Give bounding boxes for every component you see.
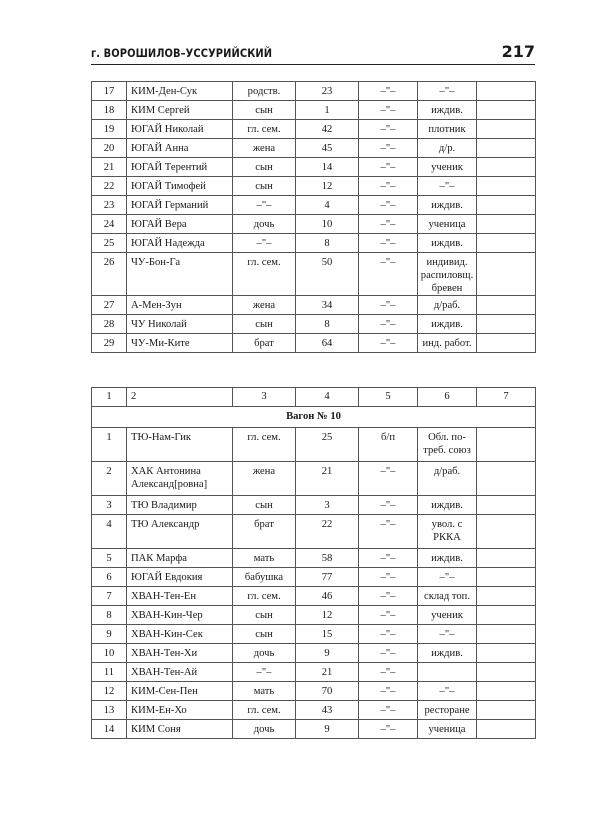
cell-occupation: ученица [418,215,477,234]
cell-note [477,625,536,644]
cell-party: –"– [359,158,418,177]
table-row [92,625,536,644]
table-row [92,296,536,315]
cell-person-name: ЮГАЙ Тимофей [127,177,233,196]
cell-party: –"– [359,120,418,139]
column-number: 3 [233,388,296,407]
section-row [92,407,536,428]
cell-age: 3 [296,496,359,515]
cell-person-name: ЮГАЙ Вера [127,215,233,234]
cell-occupation: иждив. [418,234,477,253]
cell-row-number: 3 [92,496,127,515]
cell-occupation: д/р. [418,139,477,158]
cell-relation: –"– [233,663,296,682]
cell-row-number: 26 [92,253,127,296]
cell-party: –"– [359,549,418,568]
table-row [92,139,536,158]
cell-age: 50 [296,253,359,296]
cell-relation: мать [233,682,296,701]
cell-party: –"– [359,177,418,196]
cell-relation: сын [233,606,296,625]
cell-row-number: 20 [92,139,127,158]
table-row [92,234,536,253]
cell-party: –"– [359,644,418,663]
cell-note [477,120,536,139]
cell-row-number: 5 [92,549,127,568]
cell-relation: –"– [233,196,296,215]
table-row [92,334,536,353]
cell-age: 1 [296,101,359,120]
cell-party: –"– [359,215,418,234]
cell-person-name: КИМ-Ен-Хо [127,701,233,720]
cell-note [477,568,536,587]
cell-occupation: иждив. [418,644,477,663]
table-row [92,496,536,515]
cell-party: –"– [359,587,418,606]
cell-person-name: ЧУ-Бон-Га [127,253,233,296]
cell-person-name: ХВАН-Тен-Ен [127,587,233,606]
column-number: 4 [296,388,359,407]
table-wagon-10 [91,387,536,739]
cell-row-number: 28 [92,315,127,334]
table-row [92,515,536,549]
cell-age: 8 [296,315,359,334]
cell-relation: сын [233,315,296,334]
cell-party: –"– [359,682,418,701]
cell-party: –"– [359,234,418,253]
table-row [92,568,536,587]
cell-party: –"– [359,625,418,644]
cell-relation: гл. сем. [233,120,296,139]
cell-age: 9 [296,644,359,663]
cell-party: –"– [359,701,418,720]
cell-age: 21 [296,462,359,496]
cell-note [477,720,536,739]
cell-party: –"– [359,315,418,334]
cell-person-name: А-Мен-Зун [127,296,233,315]
cell-person-name: ХВАН-Тен-Хи [127,644,233,663]
table-row [92,315,536,334]
cell-age: 12 [296,606,359,625]
cell-note [477,428,536,462]
cell-row-number: 10 [92,644,127,663]
cell-age: 45 [296,139,359,158]
cell-row-number: 22 [92,177,127,196]
cell-age: 8 [296,234,359,253]
cell-note [477,139,536,158]
cell-row-number: 17 [92,82,127,101]
cell-party: б/п [359,428,418,462]
page-number: 217 [501,42,535,61]
cell-relation: гл. сем. [233,587,296,606]
cell-relation: жена [233,139,296,158]
cell-row-number: 13 [92,701,127,720]
cell-row-number: 9 [92,625,127,644]
cell-age: 21 [296,663,359,682]
table-row [92,462,536,496]
cell-age: 77 [296,568,359,587]
cell-note [477,462,536,496]
table-continued-body [92,82,536,353]
cell-row-number: 4 [92,515,127,549]
cell-relation: бабушка [233,568,296,587]
table-row [92,158,536,177]
cell-person-name: КИМ-Ден-Сук [127,82,233,101]
cell-party: –"– [359,82,418,101]
cell-note [477,101,536,120]
cell-note [477,587,536,606]
cell-row-number: 12 [92,682,127,701]
table-row [92,720,536,739]
cell-occupation: иждив. [418,196,477,215]
cell-person-name: ЧУ-Ми-Ките [127,334,233,353]
cell-row-number: 11 [92,663,127,682]
cell-relation: дочь [233,720,296,739]
column-number: 7 [477,388,536,407]
cell-note [477,663,536,682]
table-row [92,215,536,234]
cell-row-number: 19 [92,120,127,139]
cell-row-number: 14 [92,720,127,739]
cell-occupation: –"– [418,568,477,587]
cell-occupation: иждив. [418,101,477,120]
cell-relation: жена [233,462,296,496]
cell-party: –"– [359,196,418,215]
cell-party: –"– [359,101,418,120]
cell-person-name: ХВАН-Кин-Чер [127,606,233,625]
cell-person-name: ЧУ Николай [127,315,233,334]
cell-occupation: –"– [418,82,477,101]
cell-age: 10 [296,215,359,234]
cell-person-name: ЮГАЙ Германий [127,196,233,215]
cell-occupation: иждив. [418,496,477,515]
cell-person-name: ЮГАЙ Евдокия [127,568,233,587]
cell-person-name: ТЮ Александр [127,515,233,549]
column-number: 6 [418,388,477,407]
cell-age: 64 [296,334,359,353]
cell-note [477,682,536,701]
table-row [92,606,536,625]
cell-note [477,701,536,720]
cell-note [477,215,536,234]
cell-relation: гл. сем. [233,253,296,296]
cell-row-number: 23 [92,196,127,215]
cell-relation: мать [233,549,296,568]
table-row [92,177,536,196]
cell-relation: родств. [233,82,296,101]
cell-occupation: увол. с РККА [418,515,477,549]
cell-relation: сын [233,101,296,120]
cell-row-number: 2 [92,462,127,496]
cell-age: 9 [296,720,359,739]
cell-age: 14 [296,158,359,177]
cell-occupation: склад топ. [418,587,477,606]
cell-party: –"– [359,515,418,549]
cell-occupation: индивид. распиловщ. бревен [418,253,477,296]
cell-relation: сын [233,496,296,515]
cell-note [477,253,536,296]
cell-person-name: ТЮ Владимир [127,496,233,515]
cell-party: –"– [359,334,418,353]
cell-row-number: 21 [92,158,127,177]
cell-age: 25 [296,428,359,462]
cell-age: 46 [296,587,359,606]
cell-note [477,196,536,215]
cell-party: –"– [359,296,418,315]
cell-occupation: –"– [418,625,477,644]
cell-relation: –"– [233,234,296,253]
cell-age: 12 [296,177,359,196]
cell-occupation: –"– [418,682,477,701]
cell-note [477,549,536,568]
cell-party: –"– [359,720,418,739]
cell-note [477,315,536,334]
cell-relation: гл. сем. [233,428,296,462]
cell-person-name: КИМ-Сен-Пен [127,682,233,701]
cell-note [477,515,536,549]
cell-age: 70 [296,682,359,701]
cell-occupation: иждив. [418,315,477,334]
cell-occupation: ресторане [418,701,477,720]
cell-age: 23 [296,82,359,101]
cell-age: 4 [296,196,359,215]
cell-relation: брат [233,334,296,353]
table-row [92,428,536,462]
cell-row-number: 29 [92,334,127,353]
column-number: 1 [92,388,127,407]
cell-relation: брат [233,515,296,549]
table-row [92,101,536,120]
table-row [92,120,536,139]
running-header-title: г. ВОРОШИЛОВ–УССУРИЙСКИЙ [91,46,273,60]
column-number: 5 [359,388,418,407]
cell-row-number: 1 [92,428,127,462]
cell-person-name: ПАК Марфа [127,549,233,568]
cell-person-name: КИМ Соня [127,720,233,739]
cell-occupation: иждив. [418,549,477,568]
cell-occupation: ученица [418,720,477,739]
cell-party: –"– [359,663,418,682]
cell-relation: дочь [233,215,296,234]
table-row [92,253,536,296]
cell-row-number: 7 [92,587,127,606]
cell-party: –"– [359,462,418,496]
cell-occupation: ученик [418,606,477,625]
cell-relation: сын [233,158,296,177]
cell-note [477,644,536,663]
cell-relation: гл. сем. [233,701,296,720]
table-row [92,549,536,568]
table-continued [91,81,536,353]
cell-occupation: –"– [418,177,477,196]
cell-relation: жена [233,296,296,315]
cell-occupation: плотник [418,120,477,139]
cell-row-number: 18 [92,101,127,120]
cell-age: 15 [296,625,359,644]
cell-row-number: 8 [92,606,127,625]
cell-person-name: ХВАН-Кин-Сек [127,625,233,644]
wagon-label: Вагон № 10 [92,407,536,428]
header-rule [91,64,535,65]
cell-note [477,177,536,196]
cell-row-number: 27 [92,296,127,315]
cell-person-name: ХВАН-Тен-Ай [127,663,233,682]
cell-occupation: д/раб. [418,296,477,315]
cell-age: 22 [296,515,359,549]
cell-note [477,496,536,515]
cell-age: 58 [296,549,359,568]
cell-party: –"– [359,139,418,158]
cell-person-name: ТЮ-Нам-Гик [127,428,233,462]
cell-person-name: ЮГАЙ Анна [127,139,233,158]
table-row [92,196,536,215]
cell-party: –"– [359,253,418,296]
table-row [92,587,536,606]
table-row [92,663,536,682]
cell-occupation: Обл. по-треб. союз [418,428,477,462]
table-wagon-10-body [92,388,536,739]
cell-note [477,234,536,253]
cell-note [477,606,536,625]
cell-relation: дочь [233,644,296,663]
table-row [92,82,536,101]
table-row [92,644,536,663]
cell-relation: сын [233,177,296,196]
cell-occupation [418,663,477,682]
cell-party: –"– [359,568,418,587]
cell-age: 34 [296,296,359,315]
cell-person-name: ЮГАЙ Надежда [127,234,233,253]
cell-note [477,82,536,101]
cell-person-name: ЮГАЙ Николай [127,120,233,139]
cell-occupation: д/раб. [418,462,477,496]
column-number-row [92,388,536,407]
cell-age: 42 [296,120,359,139]
cell-row-number: 25 [92,234,127,253]
cell-row-number: 6 [92,568,127,587]
table-row [92,701,536,720]
column-number: 2 [127,388,233,407]
cell-occupation: ученик [418,158,477,177]
cell-age: 43 [296,701,359,720]
cell-person-name: ЮГАЙ Терентий [127,158,233,177]
cell-person-name: КИМ Сергей [127,101,233,120]
cell-relation: сын [233,625,296,644]
cell-note [477,158,536,177]
cell-note [477,296,536,315]
cell-person-name: ХАК Антонина Александ[ровна] [127,462,233,496]
cell-party: –"– [359,496,418,515]
table-row [92,682,536,701]
cell-row-number: 24 [92,215,127,234]
cell-note [477,334,536,353]
cell-occupation: инд. работ. [418,334,477,353]
cell-party: –"– [359,606,418,625]
